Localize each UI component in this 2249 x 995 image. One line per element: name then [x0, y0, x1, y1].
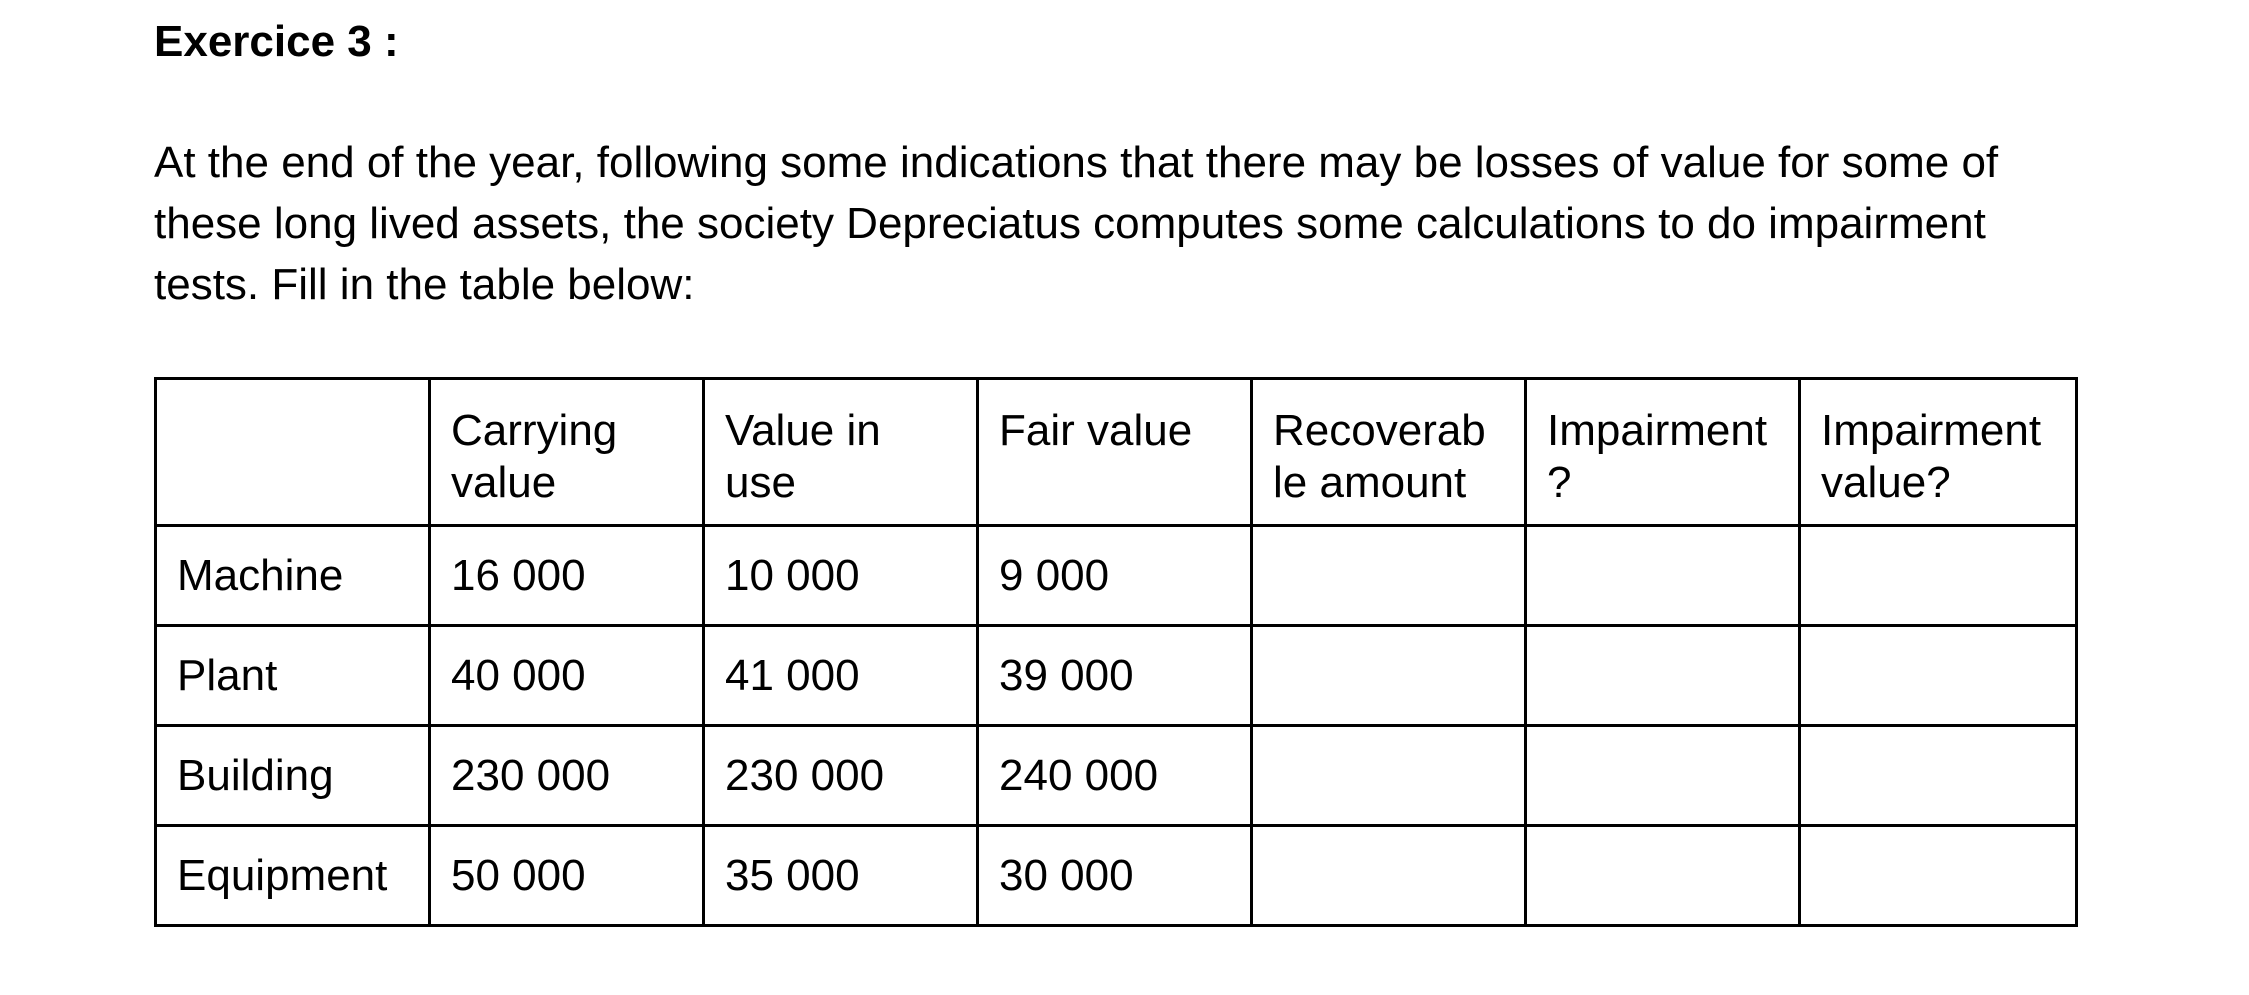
header-text: ?	[1547, 458, 1572, 507]
impairment-value-cell	[1800, 726, 2077, 826]
header-cell-value-in-use	[704, 379, 978, 526]
asset-name-cell: Equipment	[156, 826, 430, 926]
header-cell-empty	[156, 379, 430, 526]
impairment-cell	[1526, 626, 1800, 726]
asset-name-cell: Building	[156, 726, 430, 826]
fair-value-cell: 240 000	[978, 726, 1252, 826]
fair-value-cell: 9 000	[978, 526, 1252, 626]
header-text: value?	[1821, 458, 1951, 507]
header-text: Carrying	[451, 406, 618, 455]
asset-name-cell: Plant	[156, 626, 430, 726]
table-row	[156, 526, 2077, 626]
header-text: Fair value	[999, 406, 1193, 455]
instructions-line: tests. Fill in the table below:	[154, 260, 695, 309]
header-text: Impairment	[1547, 406, 1768, 455]
recoverable-amount-cell	[1252, 626, 1526, 726]
fair-value-cell: 39 000	[978, 626, 1252, 726]
header-text: Impairment	[1821, 406, 2042, 455]
impairment-value-cell	[1800, 526, 2077, 626]
header-text: le amount	[1273, 458, 1467, 507]
instructions-line: At the end of the year, following some indications that there may be losses of value for some of	[154, 138, 1999, 187]
header-text: use	[725, 458, 796, 507]
header-cell-fair-value	[978, 379, 1252, 526]
asset-name-cell: Machine	[156, 526, 430, 626]
recoverable-amount-cell	[1252, 726, 1526, 826]
impairment-cell	[1526, 526, 1800, 626]
header-text: Recoverab	[1273, 406, 1486, 455]
value-in-use-cell: 230 000	[704, 726, 978, 826]
recoverable-amount-cell	[1252, 826, 1526, 926]
header-cell-impairment	[1526, 379, 1800, 526]
recoverable-amount-cell	[1252, 526, 1526, 626]
instructions-line: these long lived assets, the society Depreciatus computes some calculations to do impairment	[154, 199, 1986, 248]
impairment-table	[154, 377, 2078, 927]
instructions-paragraph	[154, 132, 2154, 315]
impairment-value-cell	[1800, 626, 2077, 726]
header-text: Value in	[725, 406, 881, 455]
impairment-cell	[1526, 726, 1800, 826]
header-text: value	[451, 458, 557, 507]
carrying-value-cell: 40 000	[430, 626, 704, 726]
value-in-use-cell: 10 000	[704, 526, 978, 626]
carrying-value-cell: 50 000	[430, 826, 704, 926]
table-row	[156, 726, 2077, 826]
fair-value-cell: 30 000	[978, 826, 1252, 926]
table-row	[156, 626, 2077, 726]
carrying-value-cell: 16 000	[430, 526, 704, 626]
header-cell-impairment-value	[1800, 379, 2077, 526]
value-in-use-cell: 41 000	[704, 626, 978, 726]
header-cell-recoverable-amount	[1252, 379, 1526, 526]
carrying-value-cell: 230 000	[430, 726, 704, 826]
header-cell-carrying-value	[430, 379, 704, 526]
table-header-row	[156, 379, 2077, 526]
table-row	[156, 826, 2077, 926]
exercise-title: Exercice 3 :	[154, 17, 399, 66]
impairment-value-cell	[1800, 826, 2077, 926]
value-in-use-cell: 35 000	[704, 826, 978, 926]
impairment-cell	[1526, 826, 1800, 926]
